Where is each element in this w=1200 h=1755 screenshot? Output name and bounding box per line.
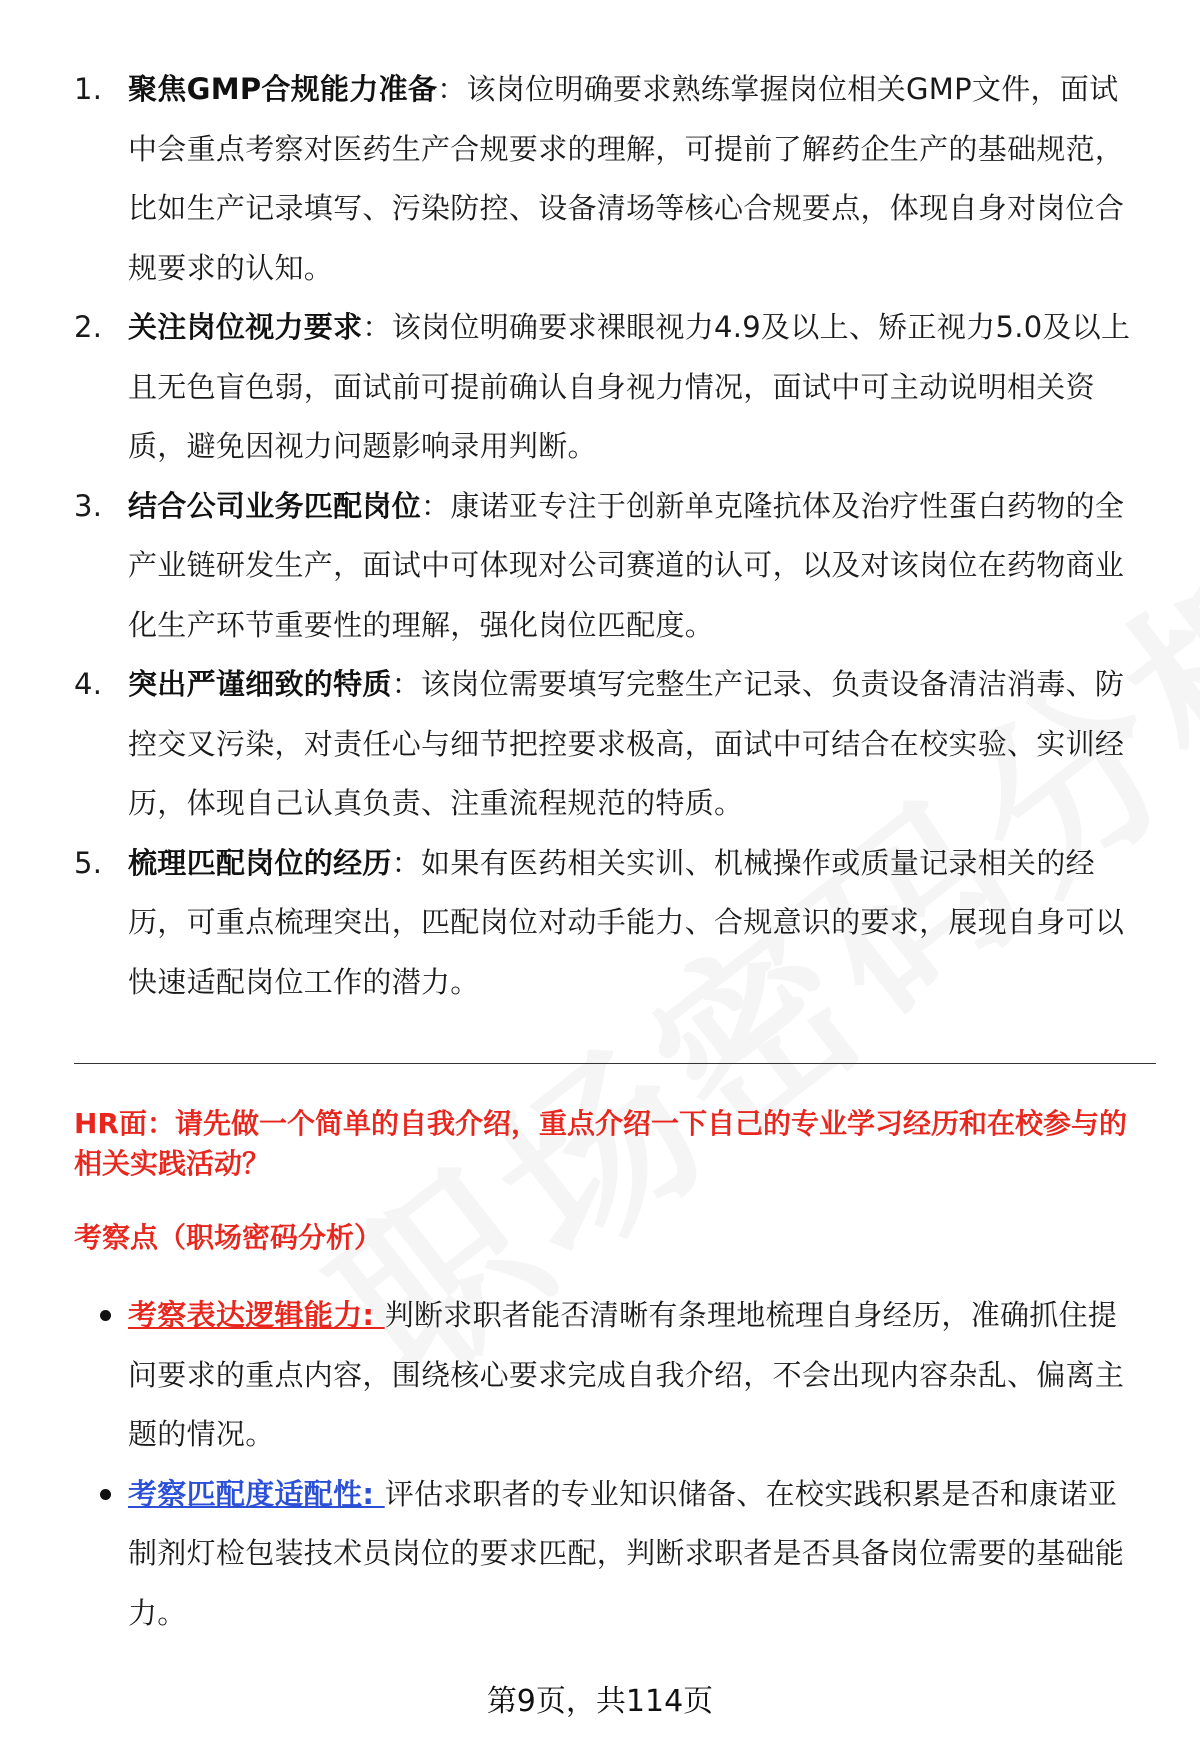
point-label: 考察匹配度适配性: xyxy=(128,1476,385,1511)
bullet-item xyxy=(74,1465,1144,1644)
bullet-dot-icon xyxy=(100,1310,111,1321)
bullet-item xyxy=(74,1286,1144,1465)
item-number: 5. xyxy=(74,845,103,880)
item-text: 该岗位明确要求裸眼视力4.9及以上、矫正视力5.0及以上且无色盲色弱，面试前可提前确认自身视力情况，面试中可主动说明相关资质，避免因视力问题影响录用判断。 xyxy=(128,310,1131,463)
section-divider xyxy=(74,1063,1156,1064)
point-text: 判断求职者能否清晰有条理地梳理自身经历，准确抓住提问要求的重点内容，围绕核心要求完成自我介绍，不会出现内容杂乱、偏离主题的情况。 xyxy=(128,1298,1125,1451)
item-text: 康诺亚专注于创新单克隆抗体及治疗性蛋白药物的全产业链研发生产，面试中可体现对公司赛道的认可，以及对该岗位在药物商业化生产环节重要性的理解，强化岗位匹配度。 xyxy=(128,488,1125,642)
item-number: 2. xyxy=(74,310,103,344)
item-title: 结合公司业务匹配岗位 xyxy=(128,488,422,523)
list-item xyxy=(74,834,1144,1013)
list-item xyxy=(74,298,1144,477)
hr-question: HR面：请先做一个简单的自我介绍，重点介绍一下自己的专业学习经历和在校参与的相关实践活动？ xyxy=(74,1107,1127,1180)
analysis-title: 考察点（职场密码分析） xyxy=(74,1221,383,1254)
point-text: 评估求职者的专业知识储备、在校实践积累是否和康诺亚制剂灯检包装技术员岗位的要求匹配，判断求职者是否具备岗位需要的基础能力。 xyxy=(128,1476,1125,1630)
item-separator: ： xyxy=(391,667,422,701)
item-text: 该岗位明确要求熟练掌握岗位相关GMP文件，面试中会重点考察对医药生产合规要求的理解，可提前了解药企生产的基础规范，比如生产记录填写、污染防控、设备清场等核心合规要点，体现自身对岗位合规要求的认知。 xyxy=(128,72,1125,285)
item-title: 聚焦GMP合规能力准备 xyxy=(128,72,438,106)
item-number: 1. xyxy=(74,72,103,106)
bullet-dot-icon xyxy=(100,1489,111,1500)
item-separator: ： xyxy=(437,72,467,106)
page-number: 第9页，共114页 xyxy=(486,1684,714,1719)
item-number: 3. xyxy=(74,488,103,523)
item-title: 梳理匹配岗位的经历 xyxy=(128,845,392,880)
analysis-points xyxy=(74,1286,1144,1643)
item-number: 4. xyxy=(74,667,103,701)
list-item xyxy=(74,477,1144,656)
point-label: 考察表达逻辑能力: xyxy=(128,1298,385,1332)
tips-list xyxy=(74,60,1144,1012)
list-item xyxy=(74,60,1144,298)
item-title: 突出严谨细致的特质 xyxy=(128,667,392,701)
list-item xyxy=(74,655,1144,834)
item-separator: ： xyxy=(421,488,451,523)
item-separator: ： xyxy=(391,845,422,880)
item-title: 关注岗位视力要求 xyxy=(128,310,363,344)
item-text: 如果有医药相关实训、机械操作或质量记录相关的经历，可重点梳理突出，匹配岗位对动手能力、合规意识的要求，展现自身可以快速适配岗位工作的潜力。 xyxy=(128,845,1125,999)
item-text: 该岗位需要填写完整生产记录、负责设备清洁消毒、防控交叉污染，对责任心与细节把控要求极高，面试中可结合在校实验、实训经历，体现自己认真负责、注重流程规范的特质。 xyxy=(128,667,1125,820)
item-separator: ： xyxy=(362,310,392,344)
